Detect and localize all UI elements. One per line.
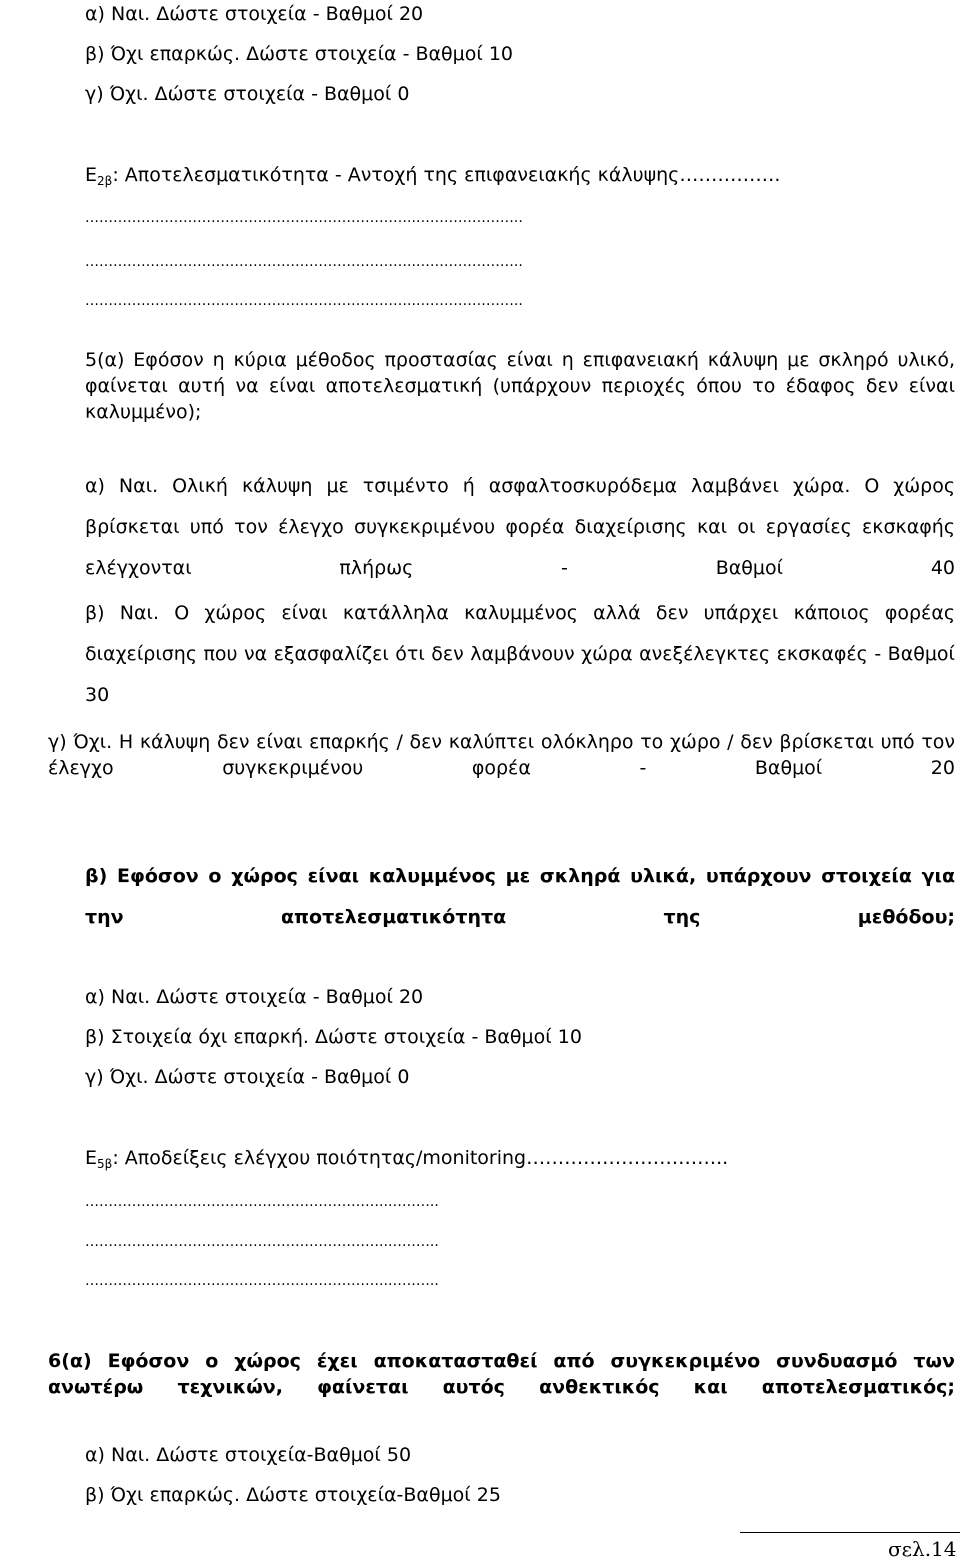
field-label-text: : Αποδείξεις ελέγχου ποιότητας/monitoring………………………….. — [112, 1147, 729, 1169]
field-e5b — [85, 1145, 728, 1171]
option-b: β) Στοιχεία όχι επαρκή. Δώστε στοιχεία - Βαθμοί 10 — [85, 1026, 582, 1048]
field-label-text: : Αποτελεσματικότητα - Αντοχή της επιφανειακής κάλυψης……………. — [112, 164, 781, 186]
question-5a: 5(α) Εφόσον η κύρια μέθοδος προστασίας είναι η επιφανειακή κάλυψη με σκληρό υλικό, φαίνεται αυτή να είναι αποτελεσματική (υπάρχουν περιοχές όπου το έδαφος δεν είναι καλυμμένο); — [85, 349, 955, 423]
page-number: σελ.14 — [888, 1537, 957, 1561]
question-5b: β) Εφόσον ο χώρος είναι καλυμμένος με σκληρά υλικά, υπάρχουν στοιχεία για την αποτελεσματικότητα της μεθόδου; — [85, 865, 955, 928]
dotted-fill-line: ……………………………………………………………..………………….. — [85, 254, 523, 270]
dotted-fill-line: ……………………………………………………………..………………….. — [85, 293, 523, 309]
option-a: α) Ναι. Δώστε στοιχεία - Βαθμοί 20 — [85, 3, 424, 25]
field-e2b — [85, 162, 780, 188]
field-label-subscript: 2β — [97, 174, 113, 188]
question-6a: 6(α) Εφόσον ο χώρος έχει αποκατασταθεί από συγκεκριμένο συνδυασμό των ανωτέρω τεχνικών, φαίνεται αυτός ανθεκτικός και αποτελεσματικός; — [48, 1350, 955, 1398]
option-a: α) Ναι. Ολική κάλυψη με τσιμέντο ή ασφαλτοσκυρόδεμα λαμβάνει χώρα. Ο χώρος βρίσκεται υπό τον έλεγχο συγκεκριμένου φορέα διαχείρισης και οι εργασίες εκσκαφής ελέγχονται πλήρως - Βαθμοί 40 — [85, 475, 955, 579]
option-b: β) Όχι επαρκώς. Δώστε στοιχεία - Βαθμοί 10 — [85, 43, 514, 65]
option-b: β) Ναι. Ο χώρος είναι κατάλληλα καλυμμένος αλλά δεν υπάρχει κάποιος φορέας διαχείρισης που να εξασφαλίζει ότι δεν λαμβάνουν χώρα ανεξέλεγκτες εκσκαφές - Βαθμοί 30 — [85, 602, 955, 706]
field-label-subscript: 5β — [97, 1157, 113, 1171]
footer-divider — [740, 1532, 960, 1533]
option-c: γ) Όχι. Δώστε στοιχεία - Βαθμοί 0 — [85, 83, 410, 105]
field-label-prefix: Ε — [85, 164, 98, 186]
option-b: β) Όχι επαρκώς. Δώστε στοιχεία-Βαθμοί 25 — [85, 1484, 501, 1506]
option-c: γ) Όχι. Η κάλυψη δεν είναι επαρκής / δεν καλύπτει ολόκληρο το χώρο / δεν βρίσκεται υπό τον έλεγχο συγκεκριμένου φορέα - Βαθμοί 20 — [48, 731, 955, 779]
dotted-fill-line: ………………………………………………………..……….. — [85, 1234, 439, 1250]
dotted-fill-line: ………………………………………………………..……….. — [85, 1194, 439, 1210]
dotted-fill-line: ……………………………………………………………..………………….. — [85, 210, 523, 226]
option-c: γ) Όχι. Δώστε στοιχεία - Βαθμοί 0 — [85, 1066, 410, 1088]
field-label-prefix: Ε — [85, 1147, 98, 1169]
dotted-fill-line: ………………………………………………………..……….. — [85, 1273, 439, 1289]
option-a: α) Ναι. Δώστε στοιχεία-Βαθμοί 50 — [85, 1444, 412, 1466]
option-a: α) Ναι. Δώστε στοιχεία - Βαθμοί 20 — [85, 986, 424, 1008]
